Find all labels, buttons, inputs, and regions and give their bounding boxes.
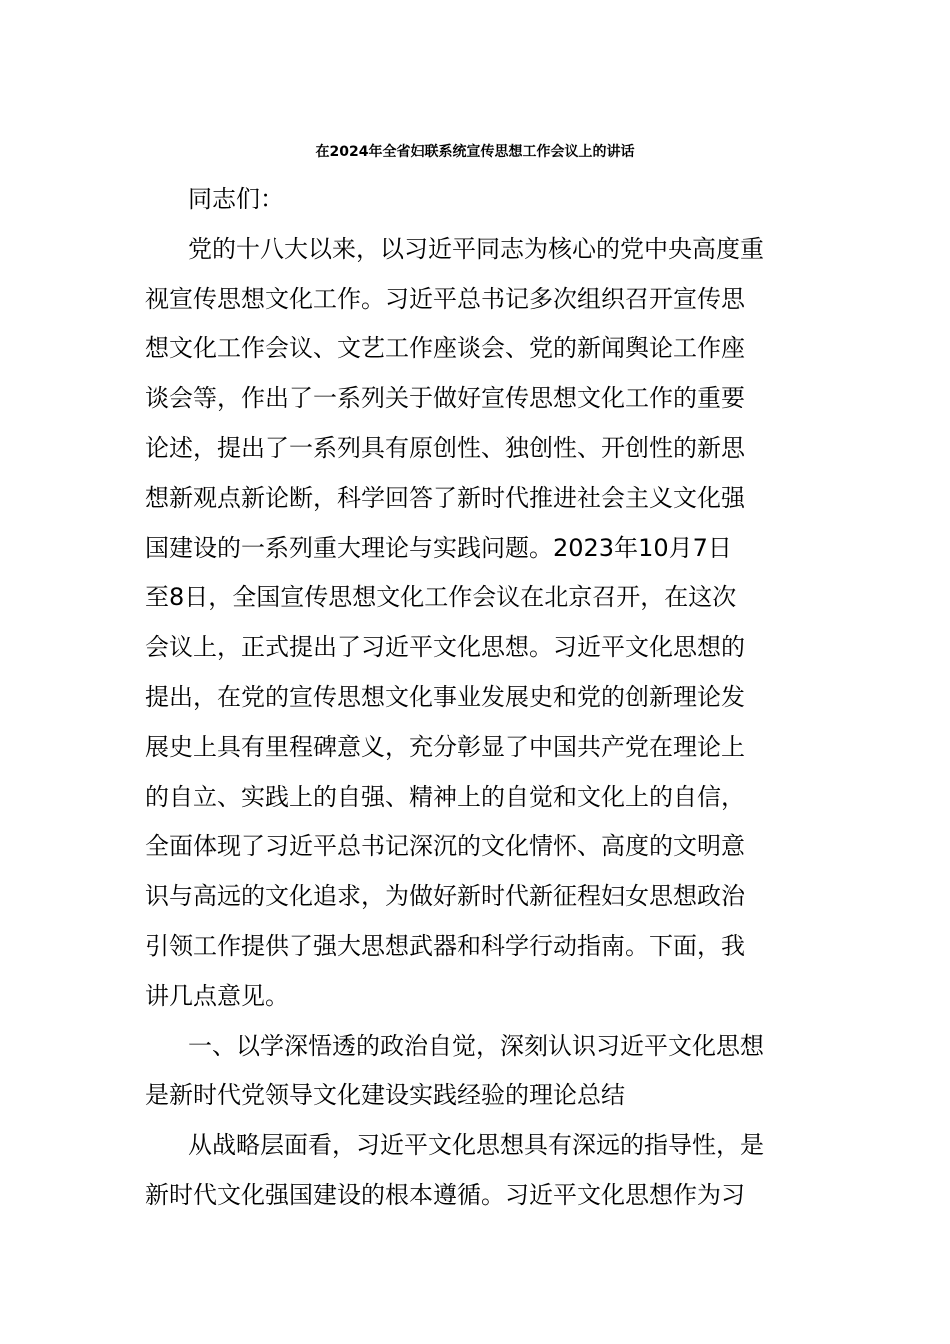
document-body: [145, 175, 810, 1221]
text-line: 提出，在党的宣传思想文化事业发展史和党的创新理论发: [145, 682, 745, 711]
text-line: 全面体现了习近平总书记深沉的文化情怀、高度的文明意: [145, 832, 745, 861]
text-line: 至8日，全国宣传思想文化工作会议在北京召开，在这次: [145, 583, 737, 612]
text-line: 国建设的一系列重大理论与实践问题。2023年10月7日: [145, 533, 732, 562]
text-line: 引领工作提供了强大思想武器和科学行动指南。下面，我: [145, 931, 745, 960]
text-line: 展史上具有里程碑意义，充分彰显了中国共产党在理论上: [145, 732, 745, 761]
text-line: 的自立、实践上的自强、精神上的自觉和文化上的自信，: [145, 782, 745, 811]
text-line: 从战略层面看，习近平文化思想具有深远的指导性，是: [188, 1131, 764, 1160]
text-line: 想新观点新论断，科学回答了新时代推进社会主义文化强: [145, 483, 745, 512]
text-line: 是新时代党领导文化建设实践经验的理论总结: [145, 1081, 625, 1110]
text-line: 讲几点意见。: [145, 981, 289, 1010]
text-line: 识与高远的文化追求，为做好新时代新征程妇女思想政治: [145, 882, 745, 911]
text-line: 谈会等，作出了一系列关于做好宣传思想文化工作的重要: [145, 384, 745, 413]
text-line: 论述，提出了一系列具有原创性、独创性、开创性的新思: [145, 433, 745, 462]
document-title: 在2024年全省妇联系统宣传思想工作会议上的讲话: [315, 144, 635, 160]
text-line: 会议上，正式提出了习近平文化思想。习近平文化思想的: [145, 633, 745, 662]
text-line: 一、以学深悟透的政治自觉，深刻认识习近平文化思想: [188, 1031, 764, 1060]
text-line: 同志们：: [188, 185, 284, 213]
text-line: 视宣传思想文化工作。习近平总书记多次组织召开宣传思: [145, 284, 745, 313]
text-line: 党的十八大以来，以习近平同志为核心的党中央高度重: [188, 234, 764, 263]
text-line: 新时代文化强国建设的根本遵循。习近平文化思想作为习: [145, 1180, 745, 1209]
text-line: 想文化工作会议、文艺工作座谈会、党的新闻舆论工作座: [145, 334, 745, 363]
